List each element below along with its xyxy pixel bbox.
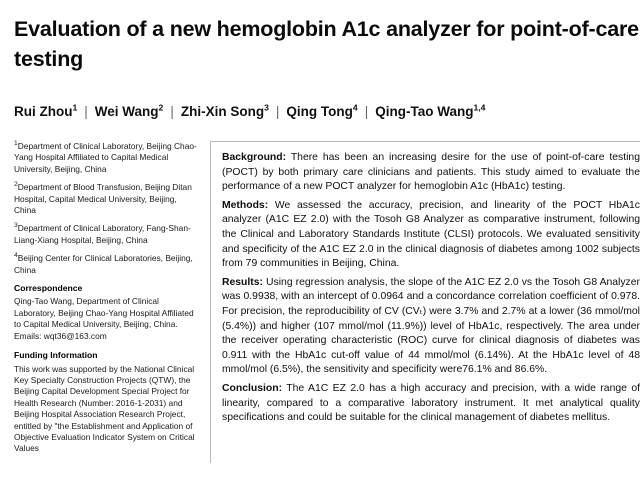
author: [95, 104, 164, 119]
affiliation: [14, 141, 198, 175]
abstract-section-label: Conclusion:: [222, 382, 283, 394]
abstract-section-label: Background:: [222, 152, 287, 163]
author-name: Wei Wang: [94, 104, 159, 119]
author-name: Rui Zhou: [14, 104, 73, 119]
affiliation-marker: 2: [14, 181, 18, 189]
affiliation-marker: 4: [14, 252, 18, 260]
affiliation-marker: 3: [14, 222, 18, 230]
correspondence-text: Qing-Tao Wang, Department of Clinical Laboratory, Beijing Chao-Yang Hospital Affiliated to Capital Medical University, Beijing, China.: [14, 296, 194, 330]
author-name: Qing-Tao Wang: [375, 104, 474, 119]
content-columns: [14, 141, 640, 463]
abstract-section-text: There has been an increasing desire for the use of point-of-care testing (POCT) by both primary care clinicians and patients. This study aimed to evaluate the performance of a new POCT analyzer for hemoglobin A1c (HbA1c) testing.: [222, 152, 640, 193]
author-separator: |: [275, 104, 280, 119]
page-title: Evaluation of a new hemoglobin A1c analyzer for point-of-care testing: [14, 17, 639, 71]
abstract-section-text: We assessed the accuracy, precision, and linearity of the POCT HbA1c analyzer (A1C EZ 2.0) with the Tosoh G8 Analyzer as comparative instrument, following the Clinical and Laboratory Standards Institute (CLSI) protocols. We evaluated sensitivity and specificity of the A1C EZ 2.0 in the clinical diagnosis of diabetes among 1002 subjects from 79 communities in Beijing, China.: [222, 199, 640, 270]
author: [375, 104, 485, 119]
funding-heading: Funding Information: [14, 350, 98, 361]
author-separator: |: [84, 104, 88, 119]
author-separator: |: [364, 104, 369, 119]
correspondence-heading: Correspondence: [14, 283, 83, 294]
author-name: Zhi-Xin Song: [180, 104, 265, 119]
affiliation: [14, 182, 198, 216]
author-affiliation-marker: 3: [264, 102, 269, 113]
author-affiliation-marker: 1,4: [473, 102, 486, 113]
affiliation-text: Beijing Center for Clinical Laboratories, Beijing, China: [14, 253, 193, 275]
abstract-section-text: Using regression analysis, the slope of the A1C EZ 2.0 vs the Tosoh G8 Analyzer was 0.9938, with an intercept of 0.0964 and a concordance correlation coefficient of 0.978. For precision, the reproducibility of CV (CVₜ) were 3.7% and 2.7% at a lower (36 mmol/mol (5.4%)) and higher (107 mmol/mol (11.9%)) level of HbA1c, respectively. The area under the receiver operating characteristic (ROC) curve for clinical diagnosis of diabetes was 0.911 with the HbA1c cut-off value of 44 mmol/mol (6.14%). At the HbA1c level of 48 mmol/mol (6.5%), the sensitivity and specificity were76.1% and 86.6%.: [222, 276, 640, 376]
affiliation-text: Department of Clinical Laboratory, Fang-Shan-Liang-Xiang Hospital, Beijing, China: [14, 223, 191, 245]
author-name: Qing Tong: [286, 104, 353, 119]
abstract-section-label: Results:: [222, 276, 263, 288]
author-affiliation-marker: 4: [352, 102, 358, 113]
affiliations-column: [14, 141, 210, 463]
abstract-section: [222, 276, 640, 378]
affiliation: [14, 253, 198, 276]
author-affiliation-marker: 2: [158, 102, 164, 113]
affiliation-text: Department of Blood Transfusion, Beijing Ditan Hospital, Capital Medical University, Beijing, China: [14, 182, 192, 216]
funding-block: [14, 350, 198, 455]
abstract-box: [210, 141, 640, 463]
funding-text: This work was supported by the National Clinical Key Specialty Construction Projects (QTW), the Beijing Capital Development Special Project for Health Research (Number: 2016-1-2031) and Beijing Hospital Association Research Project, entitled by "the Establishment and Application of Objective Evaluation Indicator System on Critical Values: [14, 363, 195, 454]
abstract-section: [222, 199, 640, 272]
abstract-section-text: The A1C EZ 2.0 has a high accuracy and precision, with a wide range of linearity, compared to a comparative laboratory instrument. It met analytical quality specifications and could be suitable for the clinical management of diabetes mellitus.: [222, 382, 640, 424]
correspondence-email[interactable]: Emails: wqt36@163.com: [14, 330, 107, 341]
affiliation: [14, 223, 198, 246]
abstract-section-label: Methods:: [222, 199, 269, 211]
affiliation-text: Department of Clinical Laboratory, Beijing Chao-Yang Hospital Affiliated to Capital Medical University, Beijing, China: [14, 141, 197, 174]
correspondence-block: [14, 283, 198, 342]
author-affiliation-marker: 1: [72, 102, 78, 113]
author-list: [14, 104, 640, 119]
abstract-section: [222, 382, 640, 426]
author-separator: |: [170, 104, 174, 119]
author: [14, 104, 77, 119]
author: [181, 104, 269, 119]
author: [286, 104, 357, 119]
abstract-section: [222, 151, 640, 195]
affiliation-marker: 1: [14, 140, 18, 148]
